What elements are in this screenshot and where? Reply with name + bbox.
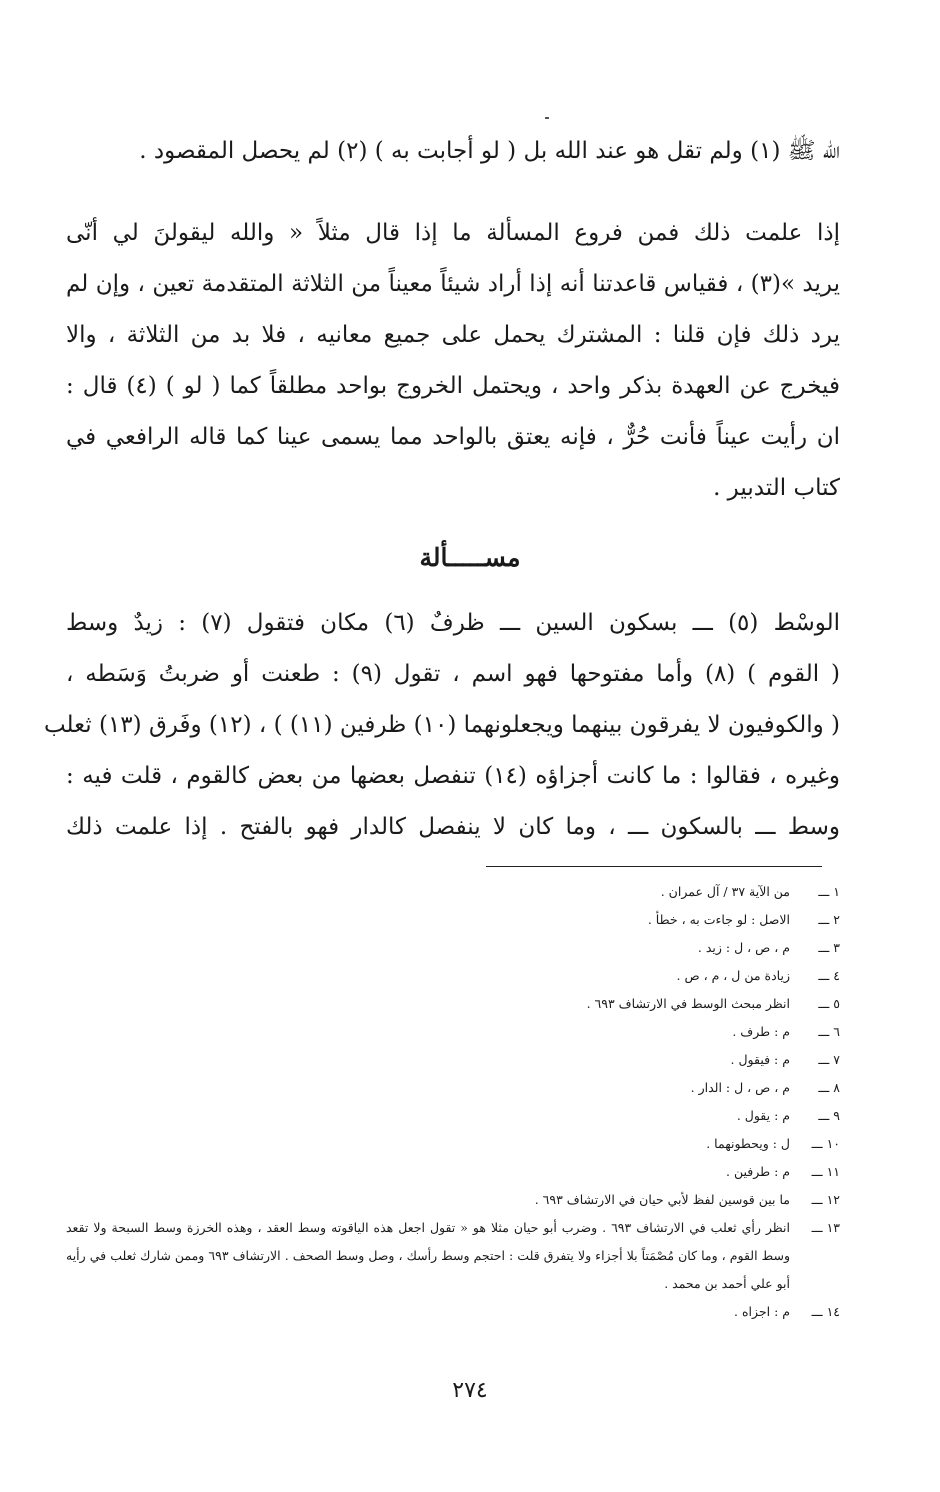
footnote-number: ١ ـــ: [818, 884, 840, 899]
footnote-text: م ، ص ، ل : زيد .: [697, 940, 790, 955]
paragraph-line: ( القوم ) (٨) وأما مفتوحها فهو اسم ، تقول (٩) : طعنت أو ضربتُ وَسَطه ،: [66, 661, 840, 687]
footnote-number: ٣ ـــ: [818, 940, 840, 955]
footnote: [66, 1158, 840, 1186]
section-heading-text: مســـــألة: [419, 543, 521, 572]
footnote-number: ١٠ ـــ: [811, 1136, 840, 1151]
footnote: [66, 962, 840, 990]
footnote: [66, 990, 840, 1018]
footnote-text: الاصل : لو جاءت به ، خطأ .: [647, 912, 790, 927]
footnotes: [66, 878, 840, 1326]
paragraph-line: يرد ذلك فإن قلنا : المشترك يحمل على جميع معانيه ، فلا بد من الثلاثة ، والا: [66, 322, 840, 348]
footnote-text: انظر رأي ثعلب في الارتشاف ٦٩٣ . وضرب أبو حيان مثلا هو « تقول اجعل هذه الياقوته وسط العقد ، وهذه الخرزة وسط السبحة ولا تقعد وسط القوم ، وما كان مُصْمَتاً بلا أجزاء ولا يتفرق قلت : احتجم وسط رأسك ، وصل وسط الصحف . الارتشاف ٦٩٣ وممن شارك ثعلب في رأيه أبو علي أحمد بن محمد .: [66, 1220, 790, 1291]
footnote-number: ٧ ـــ: [818, 1052, 840, 1067]
footnote: [66, 1102, 840, 1130]
footnote-number: ٦ ـــ: [818, 1024, 840, 1039]
footnote-text: ما بين قوسين لفظ لأبي حيان في الارتشاف ٦٩٣ .: [534, 1192, 790, 1207]
footnote: [66, 1046, 840, 1074]
section-heading: [0, 538, 940, 578]
footnote: [66, 1074, 840, 1102]
paragraph-line: ( والكوفيون لا يفرقون بينهما ويجعلونهما (١٠) ظرفين (١١) ) ، (١٢) وفَرق (١٣) ثعلب: [43, 712, 840, 738]
footnote-text: م : يقول .: [736, 1108, 790, 1123]
footnote-text: م : اجزاه .: [734, 1304, 790, 1319]
paragraph-line: كتاب التدبير .: [713, 475, 840, 501]
footnote-text: م : طرفين .: [726, 1164, 790, 1179]
footnote-text: انظر مبحث الوسط في الارتشاف ٦٩٣ .: [586, 996, 790, 1011]
footnote-text: م : طرف .: [732, 1024, 790, 1039]
paragraph-line: الوسْط (٥) ـــ بسكون السين ـــ ظرفٌ (٦) مكان فتقول (٧) : زيدٌ وسط: [66, 610, 840, 636]
footnote-number: ٩ ـــ: [818, 1108, 840, 1123]
footnote: [66, 1130, 840, 1158]
page-number: ٢٧٤: [452, 1378, 488, 1403]
paragraph-line: ان رأيت عيناً فأنت حُرٌّ ، فإنه يعتق بالواحد مما يسمى عينا كما قاله الرافعي في: [66, 424, 840, 450]
print-speck: [545, 117, 549, 119]
paragraph-line: فيخرج عن العهدة بذكر واحد ، ويحتمل الخروج بواحد مطلقاً كما ( لو ) (٤) قال :: [66, 373, 840, 399]
footnote: [66, 1186, 840, 1214]
footnote-text: ل : ويحطونهما .: [706, 1136, 790, 1151]
footnote-text: من الآية ٣٧ / آل عمران .: [660, 884, 790, 899]
continuation-line: الله ﷺ (١) ولم تقل هو عند الله بل ( لو أجابت به ) (٢) لم يحصل المقصود .: [139, 138, 840, 164]
footnote: [66, 934, 840, 962]
paragraph-line: وغيره ، فقالوا : ما كانت أجزاؤه (١٤) تنفصل بعضها من بعض كالقوم ، قلت فيه :: [66, 763, 840, 789]
footnote-divider: [486, 866, 822, 867]
footnote-text: م ، ص ، ل : الدار .: [690, 1080, 790, 1095]
footnote-number: ٨ ـــ: [818, 1080, 840, 1095]
footnote: [66, 1298, 840, 1326]
paragraph-line: يريد »(٣) ، فقياس قاعدتنا أنه إذا أراد شيئاً معيناً من الثلاثة المتقدمة تعين ، وإن لم: [66, 271, 840, 297]
footnote: [66, 878, 840, 906]
paragraph-line: وسط ـــ بالسكون ـــ ، وما كان لا ينفصل كالدار فهو بالفتح . إذا علمت ذلك: [66, 814, 840, 840]
footnote-number: ٤ ـــ: [818, 968, 840, 983]
footnote-number: ٢ ـــ: [818, 912, 840, 927]
footnote-number: ١٣ ـــ: [811, 1220, 840, 1235]
footnote: [66, 1018, 840, 1046]
paragraph-2: [43, 598, 840, 853]
footnote-number: ١٤ ـــ: [811, 1304, 840, 1319]
footnote-number: ٥ ـــ: [818, 996, 840, 1011]
footnote: [66, 906, 840, 934]
paragraph-1: [66, 208, 840, 514]
footnote: [66, 1214, 840, 1298]
footnote-number: ١١ ـــ: [811, 1164, 840, 1179]
footnote-text: زيادة من ل ، م ، ص .: [676, 968, 790, 983]
footnote-number: ١٢ ـــ: [811, 1192, 840, 1207]
footnote-text: م : فيقول .: [730, 1052, 790, 1067]
paragraph-line: إذا علمت ذلك فمن فروع المسألة ما إذا قال مثلاً « والله ليقولنَ لي أنّى: [66, 220, 840, 246]
